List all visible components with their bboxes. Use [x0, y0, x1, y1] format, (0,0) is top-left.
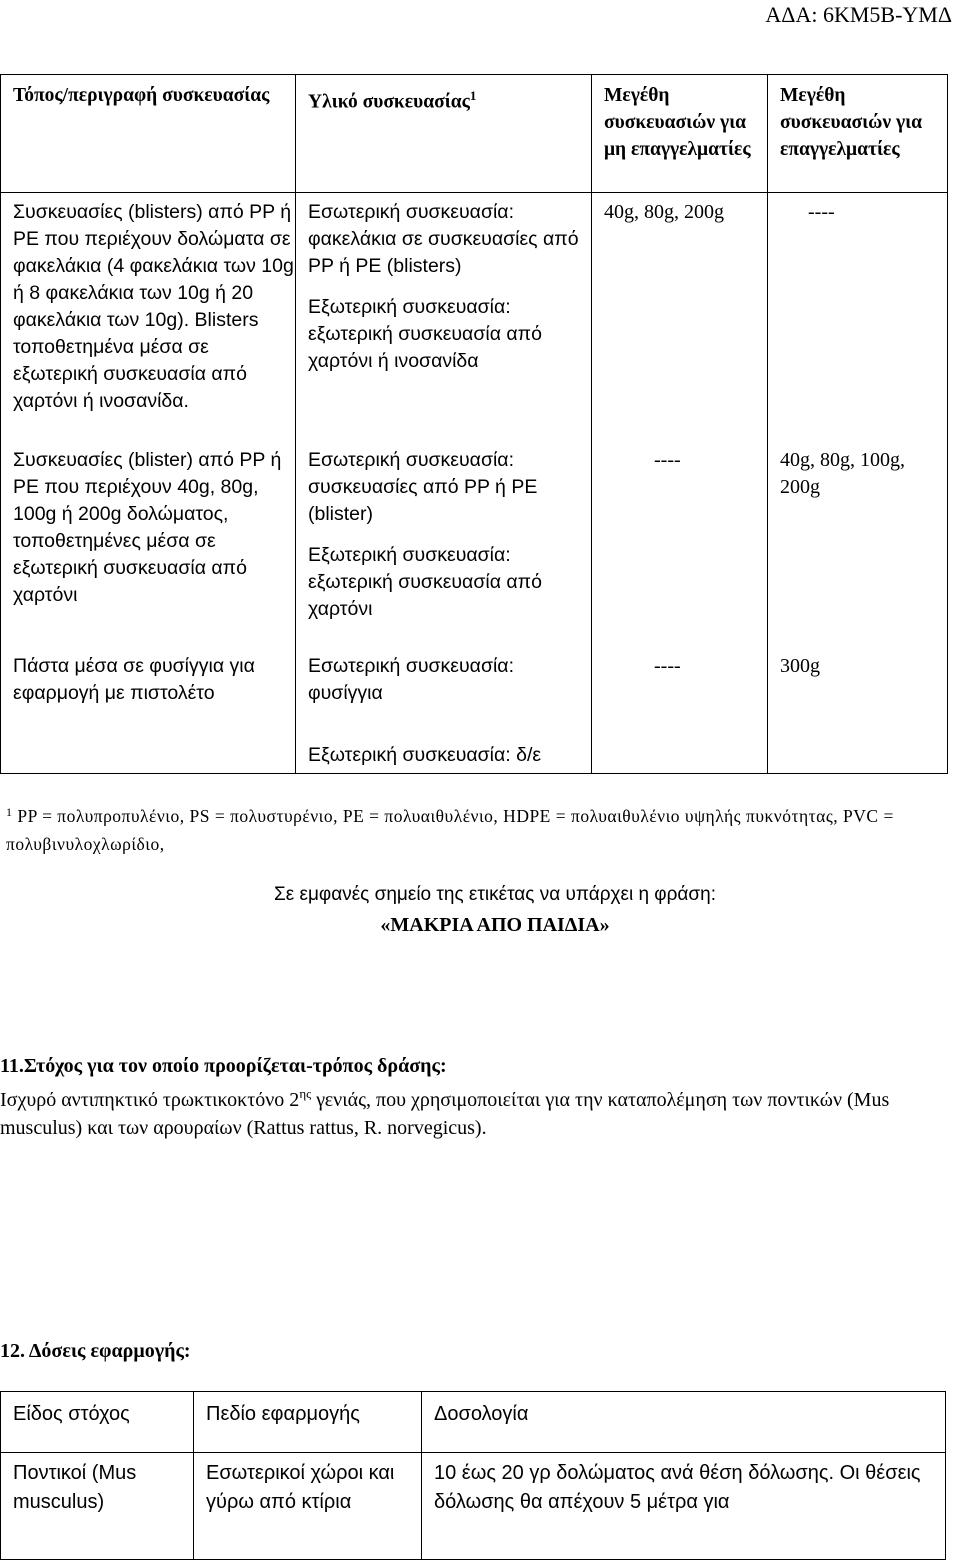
col-header-material: Υλικό συσκευασίας$^1$ — [296, 75, 592, 193]
section-11-heading: 11.Στόχος για τον οποίο προορίζεται-τρόπος δράσης: — [0, 1055, 447, 1077]
row-professional: 40g, 80g, 100g, 200g — [768, 447, 948, 653]
table-row — [1, 653, 948, 774]
section-12-heading: 12. Δόσεις εφαρμογής: — [0, 1340, 191, 1362]
cell-dosage: 10 έως 20 γρ δολώματος ανά θέση δόλωσης. Οι θέσεις δόλωσης θα απέχουν 5 μέτρα για — [422, 1453, 946, 1560]
col-header-professional: Μεγέθη συσκευασιών για επαγγελματίες — [768, 75, 948, 193]
row-material — [296, 447, 592, 653]
dosage-table-header — [1, 1392, 946, 1453]
row-non-professional: 40g, 80g, 200g — [592, 193, 768, 448]
row-description: Πάστα μέσα σε φυσίγγια για εφαρμογή με πιστολέτο — [1, 653, 296, 774]
row-description: Συσκευασίες (blister) από PP ή PE που περιέχουν 40g, 80g, 100g ή 200g δολώματος, τοποθετημένες μέσα σε εξωτερική συσκευασία από χαρτόνι — [1, 447, 296, 653]
label-notice — [0, 880, 960, 941]
col-header-non-professional: Μεγέθη συσκευασιών για μη επαγγελματίες — [592, 75, 768, 193]
table-row — [1, 193, 948, 448]
footnote — [6, 798, 906, 858]
dosage-table — [0, 1391, 946, 1560]
footnote-text: PP = πολυπροπυλένιο, PS = πολυστυρένιο, PE = πολυαιθυλένιο, HDPE = πολυαιθυλένιο υψηλής πυκνότητας, PVC = πολυβινυλοχλωρίδιο, — [6, 806, 894, 854]
col-header-field: Πεδίο εφαρμογής — [194, 1392, 422, 1453]
packaging-table-header — [1, 75, 948, 193]
row-non-professional: ---- — [592, 653, 768, 774]
section-11 — [0, 1052, 960, 1142]
table-row — [1, 1453, 946, 1560]
table-row — [1, 447, 948, 653]
packaging-table — [0, 74, 948, 774]
col-header-target: Είδος στόχος — [1, 1392, 194, 1453]
cell-target: Ποντικοί (Mus musculus) — [1, 1453, 194, 1560]
label-notice-phrase: «ΜΑΚΡΙΑ ΑΠΟ ΠΑΙΔΙΑ» — [380, 914, 610, 936]
row-material — [296, 193, 592, 448]
footnote-mark: 1 — [6, 805, 13, 819]
col-header-description: Τόπος/περιγραφή συσκευασίας — [1, 75, 296, 193]
row-professional: 300g — [768, 653, 948, 774]
document-code: ΑΔΑ: 6ΚΜ5Β-ΥΜΔ — [765, 2, 952, 27]
row-non-professional: ---- — [592, 447, 768, 653]
material-inner: Εσωτερική συσκευασία: φακελάκια σε συσκευασίες από PP ή PE (blisters) — [308, 201, 579, 277]
section-11-text: Ισχυρό αντιπηκτικό τρωκτικοκτόνο $2^{\eta\varsigma}$ γενιάς, που χρησιμοποιείται για την καταπολέμηση των ποντικών (Mus musculus) και των αρουραίων (Rattus rattus, R. norvegicus). — [0, 1086, 890, 1139]
cell-field: Εσωτερικοί χώροι και γύρω από κτίρια — [194, 1453, 422, 1560]
material-outer: Εξωτερική συσκευασία: δ/ε — [308, 744, 542, 766]
row-material — [296, 653, 592, 774]
material-inner: Εσωτερική συσκευασία: φυσίγγια — [308, 655, 514, 704]
row-professional: ---- — [768, 193, 948, 448]
row-description: Συσκευασίες (blisters) από PP ή PE που περιέχουν δολώματα σε φακελάκια (4 φακελάκια των 10g ή 8 φακελάκια των 10g ή 20 φακελάκια των 10g). Blisters τοποθετημένα μέσα σε εξωτερική συσκευασία από χαρτόνι ή ινοσανίδα. — [1, 193, 296, 448]
material-inner: Εσωτερική συσκευασία: συσκευασίες από PP ή PE (blister) — [308, 449, 538, 525]
col-header-dosage: Δοσολογία — [422, 1392, 946, 1453]
label-notice-line: Σε εμφανές σημείο της ετικέτας να υπάρχει η φράση: — [274, 884, 716, 905]
material-outer: Εξωτερική συσκευασία: εξωτερική συσκευασία από χαρτόνι — [308, 544, 542, 620]
material-outer: Εξωτερική συσκευασία: εξωτερική συσκευασία από χαρτόνι ή ινοσανίδα — [308, 296, 542, 372]
